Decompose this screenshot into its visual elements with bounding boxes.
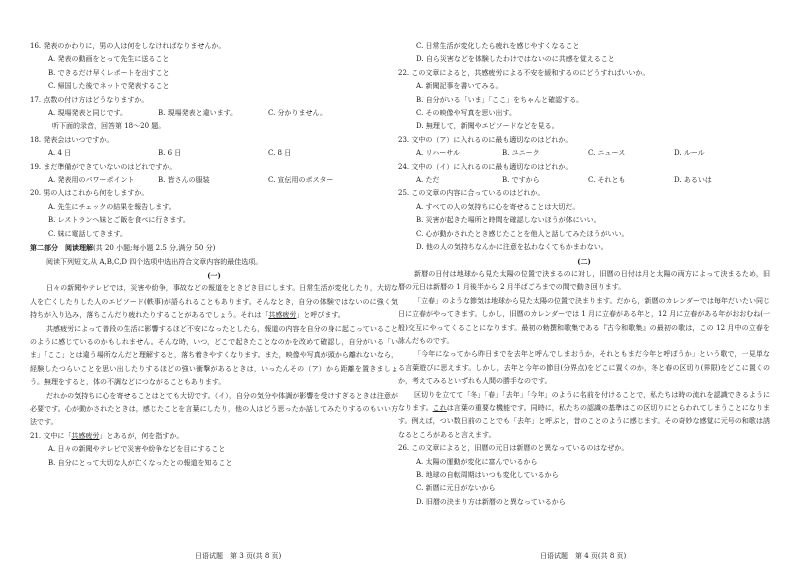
q22-option-b: B. 自分がいる「いま」「ここ」をちゃんと確認する。 [416,95,584,104]
q24-option-d: D. あるいは [674,176,712,185]
q17-option-b: B. 現場発表と違います。 [158,109,238,118]
right-page-footer: 日语试题 第 4 页(共 8 页) [540,552,627,560]
q19-option-b: B. 皆さんの服装 [158,176,210,185]
q19-option-c: C. 宣伝用のポスター [268,176,334,185]
question-24: 24. 文中の（イ）に入れるのに最も適切なのはどれか。 [398,162,573,171]
q18-option-b: B. 6 日 [158,149,182,158]
q21-option-c: C. 日常生活が変化したら疲れを感じやすくなること [416,42,580,50]
q25-option-b: B. 災害が起きた場所と時間を確認しないほうが体にいい。 [416,216,601,225]
left-page-footer: 日语试题 第 3 页(共 8 页) [195,552,282,560]
q18-options [48,147,398,160]
q25-option-a: A. すべての人の気持ちに心を寄せることは大切だ。 [416,202,580,211]
q25-option-d: D. 他の人の気持ちなんかに注意を払わなくてもかまわない。 [416,243,608,252]
q24-option-c: C. それとも [588,176,626,185]
q18-option-c: C. 8 日 [268,149,292,158]
passage1-number: (一) [207,270,221,280]
part2-heading [30,241,398,255]
q20-option-a: A. 先生にチェックの結果を報告します。 [48,202,176,211]
q26-option-c: C. 新暦に元日がないから [416,484,496,493]
q16-option-c: C. 帰国した後でネットで発表すること [48,82,170,91]
q22-option-a: A. 新聞記事を書いてみる。 [416,82,503,91]
q19-options [48,174,398,187]
question-25: 25. この文章の内容に合っているのはどれか。 [398,189,545,198]
part2-description: (共 20 小题;每小题 2.5 分,满分 50 分) [93,244,216,253]
q26-option-a: A. 太陽の運動が変化に富んでいるから [416,457,538,466]
question-23: 23. 文中の（ア）に入れるのに最も適切なのはどれか。 [398,135,573,144]
q24-option-b: B. ですから [502,176,540,185]
passage1-paragraph-1 [30,282,398,322]
passage2-paragraph-4 [398,389,770,443]
q17-option-a: A. 現場発表と同じです。 [48,109,127,118]
q22-option-d: D. 無理して，新聞やエピソードなどを見る。 [416,122,559,131]
q21-stem-post: 」とあるが，何を指すか。 [99,431,184,440]
q21-option-b: B. 自分にとって大切な人が亡くなったとの報道を知ること [48,458,233,467]
q16-option-a: A. 発表の動画をとって先生に送ること [48,55,170,64]
passage2-underlined-term: これ [432,403,447,412]
question-21 [30,430,398,443]
passage1-paragraph-3: だれかの気持ちに心を寄せることはとても大切です。（イ），自分の気分や体調が影響を受けすぎるときは注意が必要です。心が動かされたときは，感じたことを言葉にしたり，他の人はどう思ったか話してみたりするのもいい方法です。 [30,391,398,427]
q25-option-c: C. 心が動かされたとき感じたことを他人と話してみたほうがいい。 [416,229,629,238]
q17-options [48,107,398,120]
q23-options [416,147,770,160]
passage2-paragraph-2: 「立春」のような節気は地球から見た太陽の位置で決まります。だから，新暦のカレンダーでは毎年だいたい同じ日に立春がやってきます。しかし，旧暦のカレンダーでは 1 月に立春がある年と，12 月に立春がある年がおおむね(一般)交互にやってくることになります。最初の勅撰和歌集である『古今和歌集』の最初の歌は，この 12 月中の立春を詠んだものです。 [398,296,770,345]
left-page [30,40,398,470]
q23-option-d: D. ルール [674,149,705,158]
passage2-number: (二) [577,256,591,266]
listening-note: 听下面的录音，回答第 18～20 题。 [52,122,166,131]
q20-option-b: B. レストランへ妹とご飯を食べに行きます。 [48,216,190,225]
passage1-p1-text: 日々の新聞やテレビでは，災害や紛争，事故などの報道をときどき目にします。日常生活が変化したり，大切な人を亡くしたりした人のエピソード(軼事)が語られることもあります。そんなとき，自分の体験ではないのに強く気持ちが入り込み，落ちこんだり疲れたりすることがあるでしょう。それは「 [30,284,398,320]
q23-option-a: A. リハーサル [416,149,460,158]
q21-option-a: A. 日々の新聞やテレビで災害や紛争などを目にすること [48,445,226,454]
q22-option-c: C. その映像や写真を思い出す。 [416,109,516,118]
question-16: 16. 発表のかわりに，男の人は何をしなければなりませんか。 [30,42,226,50]
question-17: 17. 点数の付け方はどうなりますか。 [30,95,149,104]
q21-underlined-term: 共感疲労 [71,431,100,440]
part2-title: 第二部分 阅读理解 [30,243,93,253]
q23-option-b: B. ユニーク [502,149,540,158]
q19-option-a: A. 発表用のパワーポイント [48,176,135,185]
q16-option-b: B. できるだけ早くレポートを出すこと [48,68,170,77]
passage2-p4-pre: 区切りを立てて「冬」「春」「去年」「今年」のように名前を付けることで，私たちは時の流れを認識できるようになります。 [398,390,770,412]
q24-option-a: A. ただ [416,176,440,185]
passage2-paragraph-3: 「今年になってから昨日までを去年と呼んでしまおうか，それともまだ今年と呼ぼうか」という歌で，一見単なる言葉遊びに思えます。しかし，去年と今年の節目(分界点)をどこに置くのか，冬と春の区切り(界限)をどこに置くのか，考えてみるといずれも人間の勝手なのです。 [398,350,770,386]
q17-option-c: C. 分かりません。 [268,109,327,118]
q26-option-b: B. 地球の自転周期はいつも変化しているから [416,471,559,479]
passage1-underlined-term: 共感疲労 [268,311,297,320]
q26-option-d: D. 旧暦の決まり方は新暦のと異なっているから [416,497,566,506]
question-18: 18. 発表会はいつですか。 [30,135,114,144]
q21-stem-pre: 21. 文中に「 [30,431,72,440]
right-page [398,40,770,509]
passage1-paragraph-2: 共感疲労によって普段の生活に影響するほど不安になったとしたら，報道の内容を自分の身に起こっていることのように感じているのかもしれません。そんな時，いつ，どこで起きたことなのかを改めて確認し，自分がいる「いま」「ここ」とは違う場所なんだと理解すると，落ち着きやすくなります。また，映像や写真が頭から離れないなら，経験したつらいことを思い出したりするほどの強い衝撃があるときは，いったんその（ア）から距離を置きましょう。無理をすると，体の不調などにつながることもあります。 [30,324,398,387]
question-19: 19. まだ準備ができていないのはどれですか。 [30,162,177,171]
q18-option-a: A. 4 日 [48,149,72,158]
q20-option-c: C. 妹に電話してきます。 [48,229,127,238]
q21-option-d: D. 自ら災害などを体験したわけではないのに共感を覚えること [416,55,615,64]
part2-instruction: 阅读下列短文,从 A,B,C,D 四个选项中选出符合文章内容的最佳选项。 [46,257,263,266]
passage2-paragraph-1: 新暦の日付は地球から見た太陽の位置で決まるのに対し，旧暦の日付は月と太陽の両方によって決まるため，旧暦の元日は新暦の 1 月後半から 2 月半ばごろまでの間で動き回ります。 [398,269,770,292]
question-26: 26. この文章によると，旧暦の元日は新暦のと異なっているのはなぜか。 [398,444,629,453]
q23-option-c: C. ニュース [588,149,626,158]
q24-options [416,174,770,187]
passage2-p4-post: は言葉の重要な機能です。同時に，私たちの認識の基準はこの区切りにとらわれてしまうことになります。例えば，つい数日前のことでも「去年」と呼ぶと，昔のことのように感じます。その奇妙な感覚に元号の和歌は誘なるところがあると言えます。 [398,403,771,439]
question-20: 20. 男の人はこれから何をしますか。 [30,189,149,198]
question-22: 22. この文章によると，共感疲労による不安を緩和するのにどうすればいいか。 [398,68,650,77]
passage1-p1-end: 」と呼びます。 [296,311,345,320]
